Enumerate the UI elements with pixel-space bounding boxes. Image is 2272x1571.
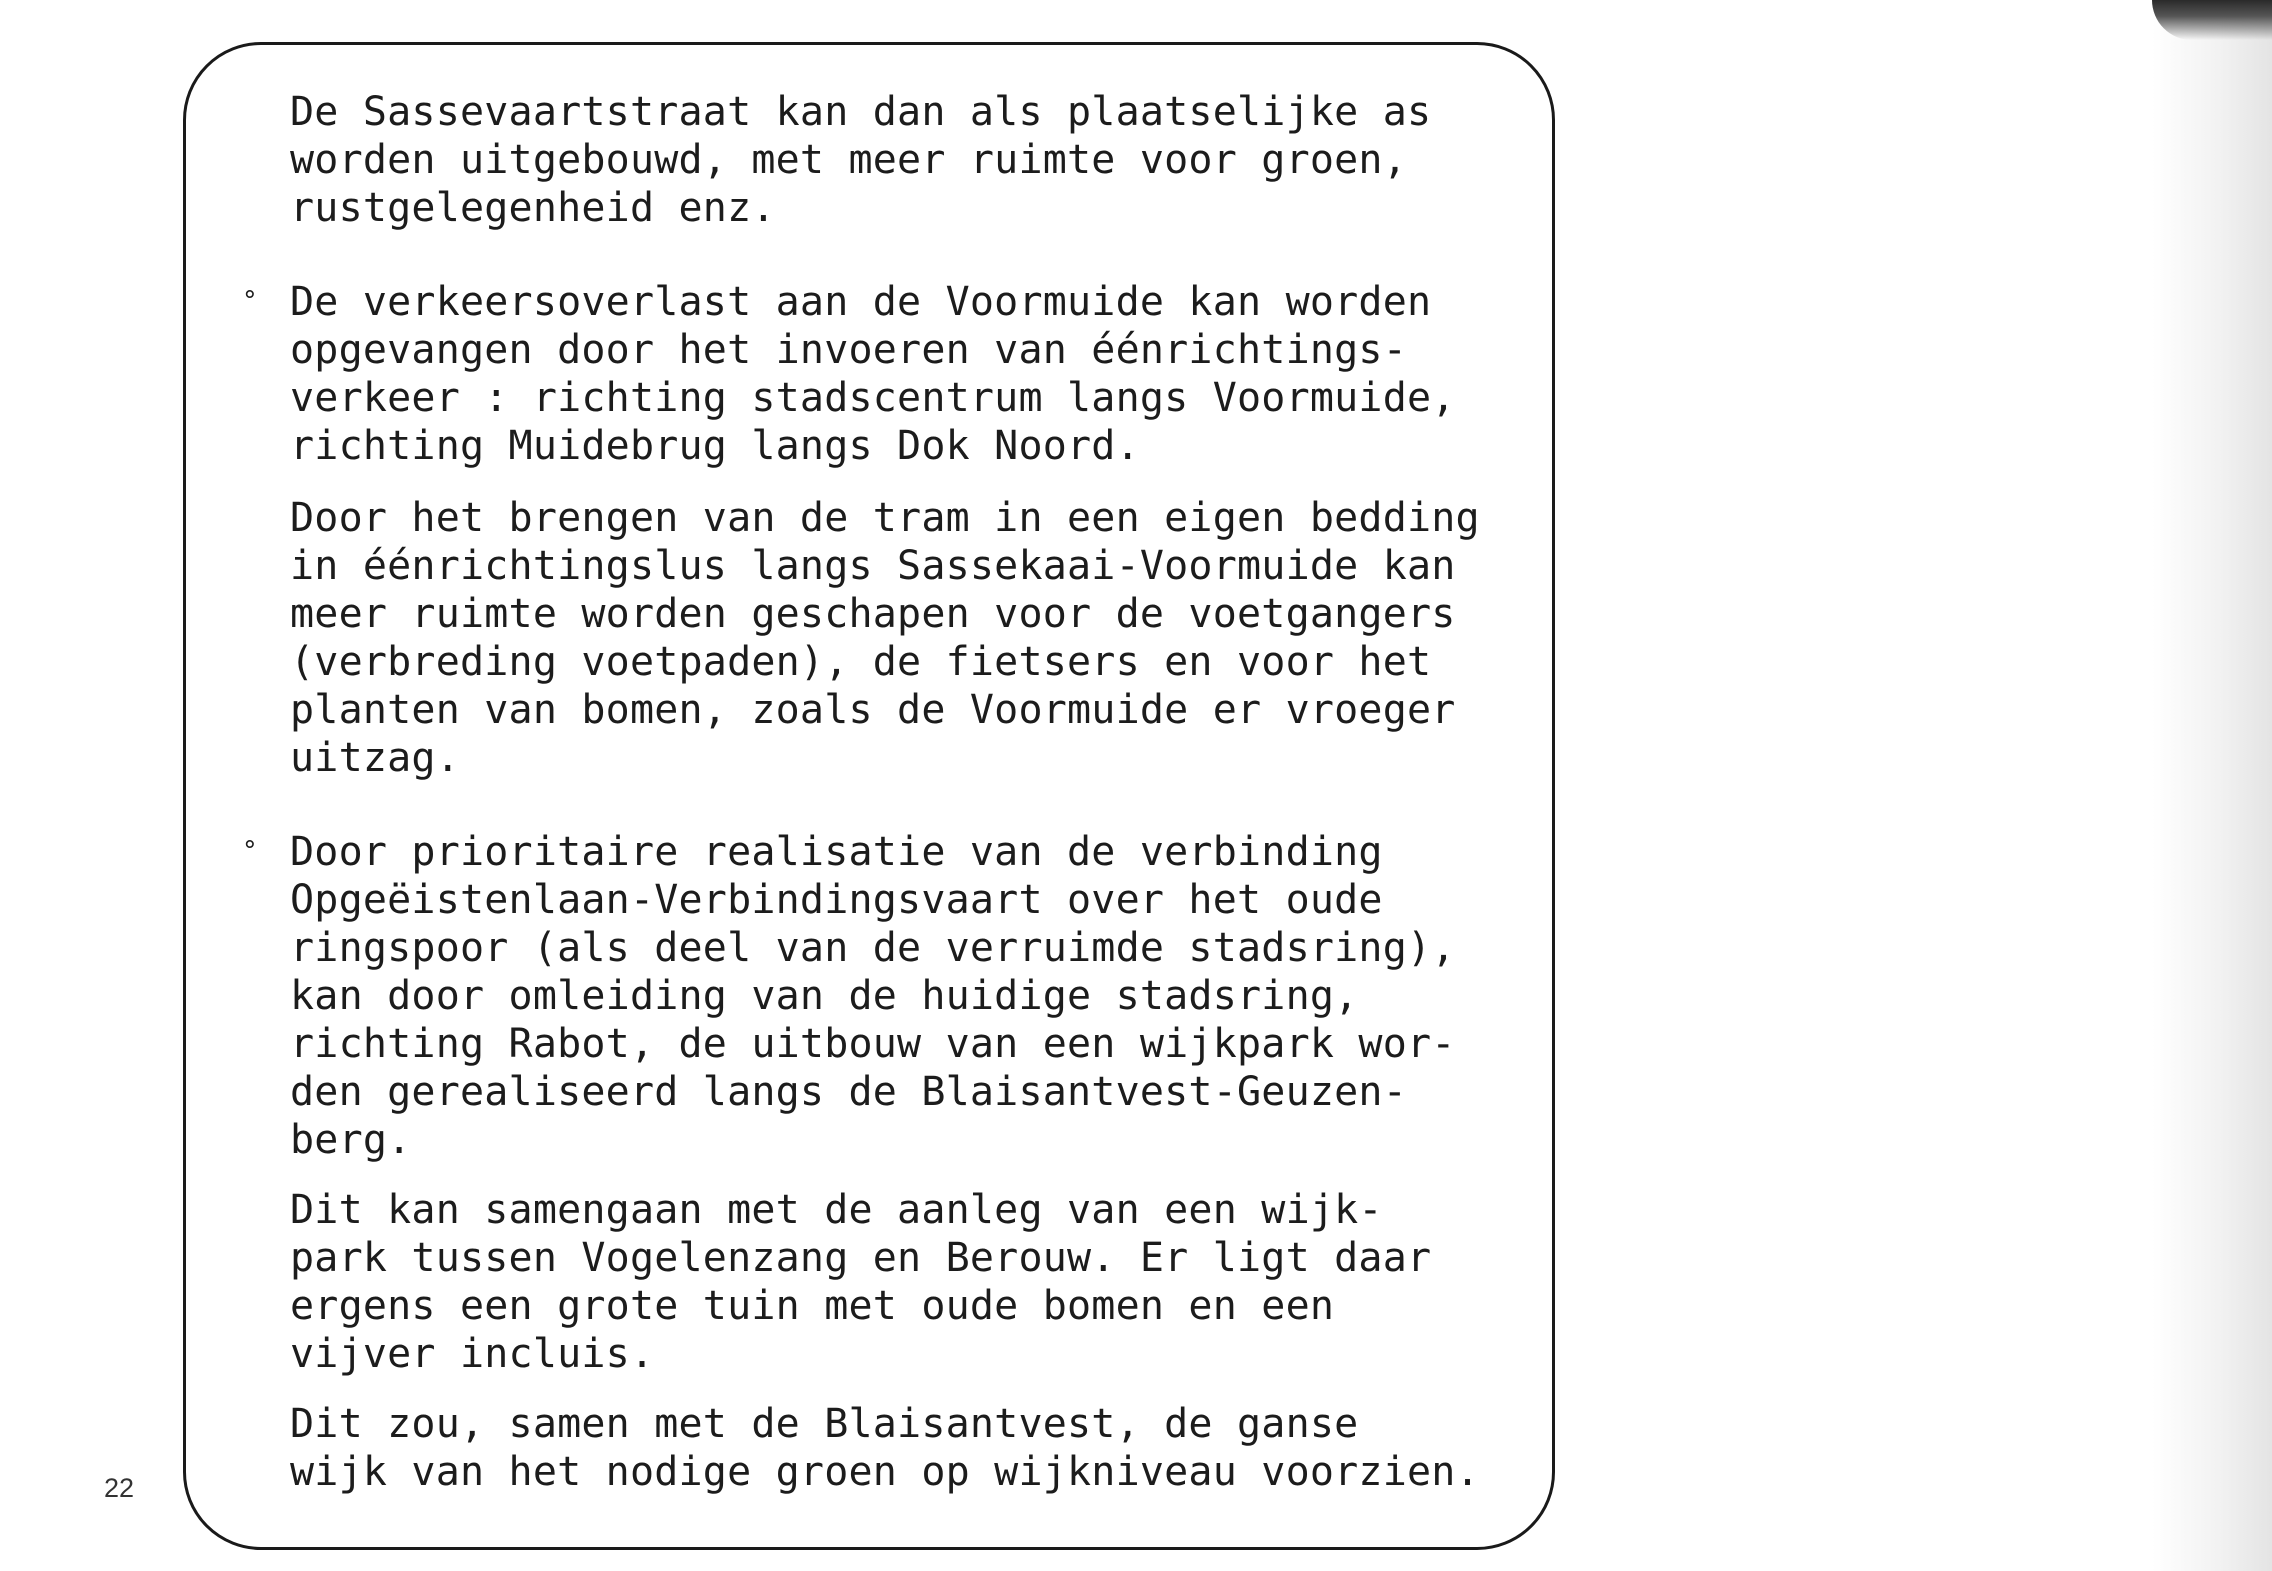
paragraph: De verkeersoverlast aan de Voormuide kan worden opgevangen door het invoeren van éénrichtings- verkeer : richting stadscentrum langs Voormuide, richting Muidebrug langs Dok Noord. [290,279,1456,469]
bullet-marker: ° [242,836,258,866]
paragraph: Dit zou, samen met de Blaisantvest, de ganse wijk van het nodige groen op wijkniveau voorzien. [290,1401,1480,1495]
bullet-paragraph-block [242,278,1550,470]
paragraph-block [290,494,1550,782]
paragraph: Dit kan samengaan met de aanleg van een wijk- park tussen Vogelenzang en Berouw. Er ligt daar ergens een grote tuin met oude bomen en een vijver incluis. [290,1187,1432,1377]
adjacent-page-edge [2152,0,2272,1571]
page-corner-shadow [2152,0,2272,40]
document-body [242,88,1550,1496]
paragraph-block [290,1400,1550,1496]
bullet-marker: ° [242,286,258,316]
bullet-paragraph-block [242,828,1550,1164]
page-number: 22 [104,1473,135,1503]
paragraph: De Sassevaartstraat kan dan als plaatselijke as worden uitgebouwd, met meer ruimte voor groen, rustgelegenheid enz. [290,89,1432,231]
paragraph-block [290,1186,1550,1378]
paragraph: Door het brengen van de tram in een eigen bedding in éénrichtingslus langs Sassekaai-Voormuide kan meer ruimte worden geschapen voor de voetgangers (verbreding voetpaden), de fietsers en voor het planten van bomen, zoals de Voormuide er vroeger uitzag. [290,495,1480,781]
paragraph-block [290,88,1550,232]
paragraph: Door prioritaire realisatie van de verbinding Opgeëistenlaan-Verbindingsvaart over het oude ringspoor (als deel van de verruimde stadsring), kan door omleiding van de huidige stadsring, richting Rabot, de uitbouw van een wijkpark wor- den gerealiseerd langs de Blaisantvest-Geuzen- berg. [290,829,1456,1163]
